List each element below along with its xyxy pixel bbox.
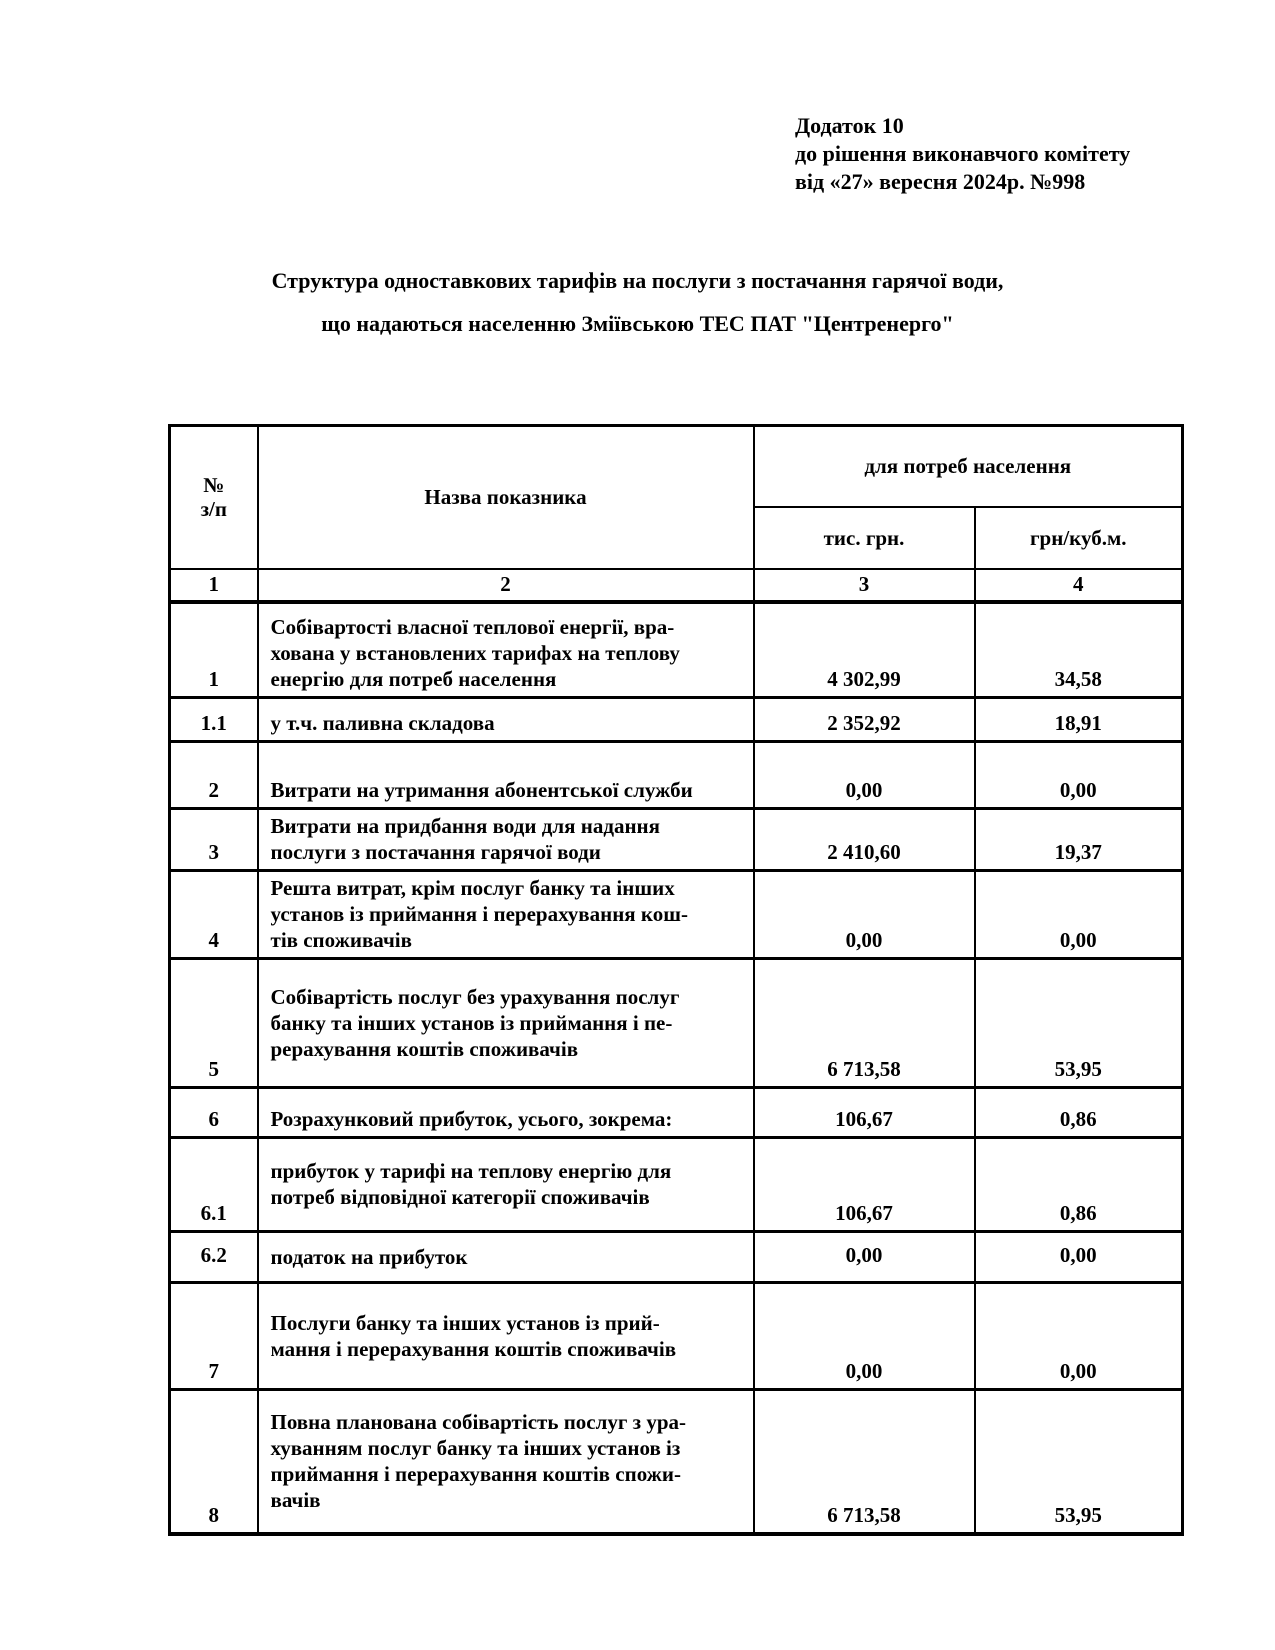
row-value-uah-per-m3: 53,95 xyxy=(975,959,1183,1088)
row-value-uah-per-m3: 0,00 xyxy=(975,1232,1183,1283)
table-row xyxy=(170,1390,1183,1534)
row-value-thousand-uah: 6 713,58 xyxy=(754,959,975,1088)
row-name: Витрати на придбання води для надання послуги з постачання гарячої води xyxy=(258,809,754,871)
row-value-thousand-uah: 106,67 xyxy=(754,1138,975,1232)
table-row xyxy=(170,742,1183,809)
annex-line-1: Додаток 10 xyxy=(795,113,904,138)
column-number-3: 3 xyxy=(754,569,975,602)
row-number: 1 xyxy=(170,602,258,698)
row-number: 1.1 xyxy=(170,698,258,742)
row-name: Послуги банку та інших установ із прий- мання і перерахування коштів споживачів xyxy=(258,1283,754,1390)
column-number-4: 4 xyxy=(975,569,1183,602)
row-value-uah-per-m3: 0,00 xyxy=(975,742,1183,809)
row-number: 6.2 xyxy=(170,1232,258,1283)
row-number: 6 xyxy=(170,1088,258,1138)
row-value-uah-per-m3: 0,00 xyxy=(975,871,1183,959)
row-value-uah-per-m3: 34,58 xyxy=(975,602,1183,698)
row-name: Повна планована собівартість послуг з ура- хуванням послуг банку та інших установ із приймання і перерахування коштів спожи- вачів xyxy=(258,1390,754,1534)
row-number: 4 xyxy=(170,871,258,959)
row-name: Собівартості власної теплової енергії, вра- хована у встановлених тарифах на теплову енергію для потреб населення xyxy=(258,602,754,698)
table-row xyxy=(170,602,1183,698)
row-value-thousand-uah: 0,00 xyxy=(754,1283,975,1390)
row-number: 5 xyxy=(170,959,258,1088)
tariff-table xyxy=(168,424,1184,1536)
table-row xyxy=(170,1138,1183,1232)
row-value-uah-per-m3: 0,00 xyxy=(975,1283,1183,1390)
row-value-uah-per-m3: 53,95 xyxy=(975,1390,1183,1534)
column-number-1: 1 xyxy=(170,569,258,602)
table-body xyxy=(170,602,1183,1534)
row-number: 2 xyxy=(170,742,258,809)
table-row xyxy=(170,959,1183,1088)
table-row xyxy=(170,698,1183,742)
annex-line-3: від «27» вересня 2024р. №998 xyxy=(795,169,1086,194)
row-value-thousand-uah: 0,00 xyxy=(754,1232,975,1283)
tariff-table-container xyxy=(168,424,1184,1536)
row-name: Собівартість послуг без урахування послуг банку та інших установ із приймання і пе- рерахування коштів споживачів xyxy=(258,959,754,1088)
header-group: для потреб населення xyxy=(754,426,1183,507)
document-title xyxy=(0,266,1275,339)
row-value-uah-per-m3: 19,37 xyxy=(975,809,1183,871)
row-number: 8 xyxy=(170,1390,258,1534)
header-num: № з/п xyxy=(170,426,258,569)
column-number-2: 2 xyxy=(258,569,754,602)
row-name: податок на прибуток xyxy=(258,1232,754,1283)
row-value-thousand-uah: 0,00 xyxy=(754,742,975,809)
row-name: у т.ч. паливна складова xyxy=(258,698,754,742)
table-row xyxy=(170,809,1183,871)
table-row xyxy=(170,1088,1183,1138)
row-value-uah-per-m3: 18,91 xyxy=(975,698,1183,742)
table-row xyxy=(170,871,1183,959)
row-value-thousand-uah: 2 410,60 xyxy=(754,809,975,871)
row-number: 3 xyxy=(170,809,258,871)
header-name: Назва показника xyxy=(258,426,754,569)
row-name: Витрати на утримання абонентської служби xyxy=(258,742,754,809)
row-name: Решта витрат, крім послуг банку та інших установ із приймання і перерахування кош- тів споживачів xyxy=(258,871,754,959)
table-row xyxy=(170,1232,1183,1283)
row-value-thousand-uah: 0,00 xyxy=(754,871,975,959)
row-name: Розрахунковий прибуток, усього, зокрема: xyxy=(258,1088,754,1138)
title-line-2: що надаються населенню Зміївською ТЕС ПАТ "Центренерго" xyxy=(321,311,954,336)
title-line-1: Структура одноставкових тарифів на послуги з постачання гарячої води, xyxy=(271,268,1004,293)
row-value-uah-per-m3: 0,86 xyxy=(975,1088,1183,1138)
row-value-thousand-uah: 2 352,92 xyxy=(754,698,975,742)
annex-block xyxy=(795,112,1130,196)
row-value-uah-per-m3: 0,86 xyxy=(975,1138,1183,1232)
annex-line-2: до рішення виконавчого комітету xyxy=(795,141,1131,166)
header-unit-money: тис. грн. xyxy=(754,507,975,569)
row-value-thousand-uah: 4 302,99 xyxy=(754,602,975,698)
row-number: 7 xyxy=(170,1283,258,1390)
header-unit-rate: грн/куб.м. xyxy=(975,507,1183,569)
row-name: прибуток у тарифі на теплову енергію для потреб відповідної категорії споживачів xyxy=(258,1138,754,1232)
row-number: 6.1 xyxy=(170,1138,258,1232)
table-row xyxy=(170,1283,1183,1390)
row-value-thousand-uah: 106,67 xyxy=(754,1088,975,1138)
row-value-thousand-uah: 6 713,58 xyxy=(754,1390,975,1534)
